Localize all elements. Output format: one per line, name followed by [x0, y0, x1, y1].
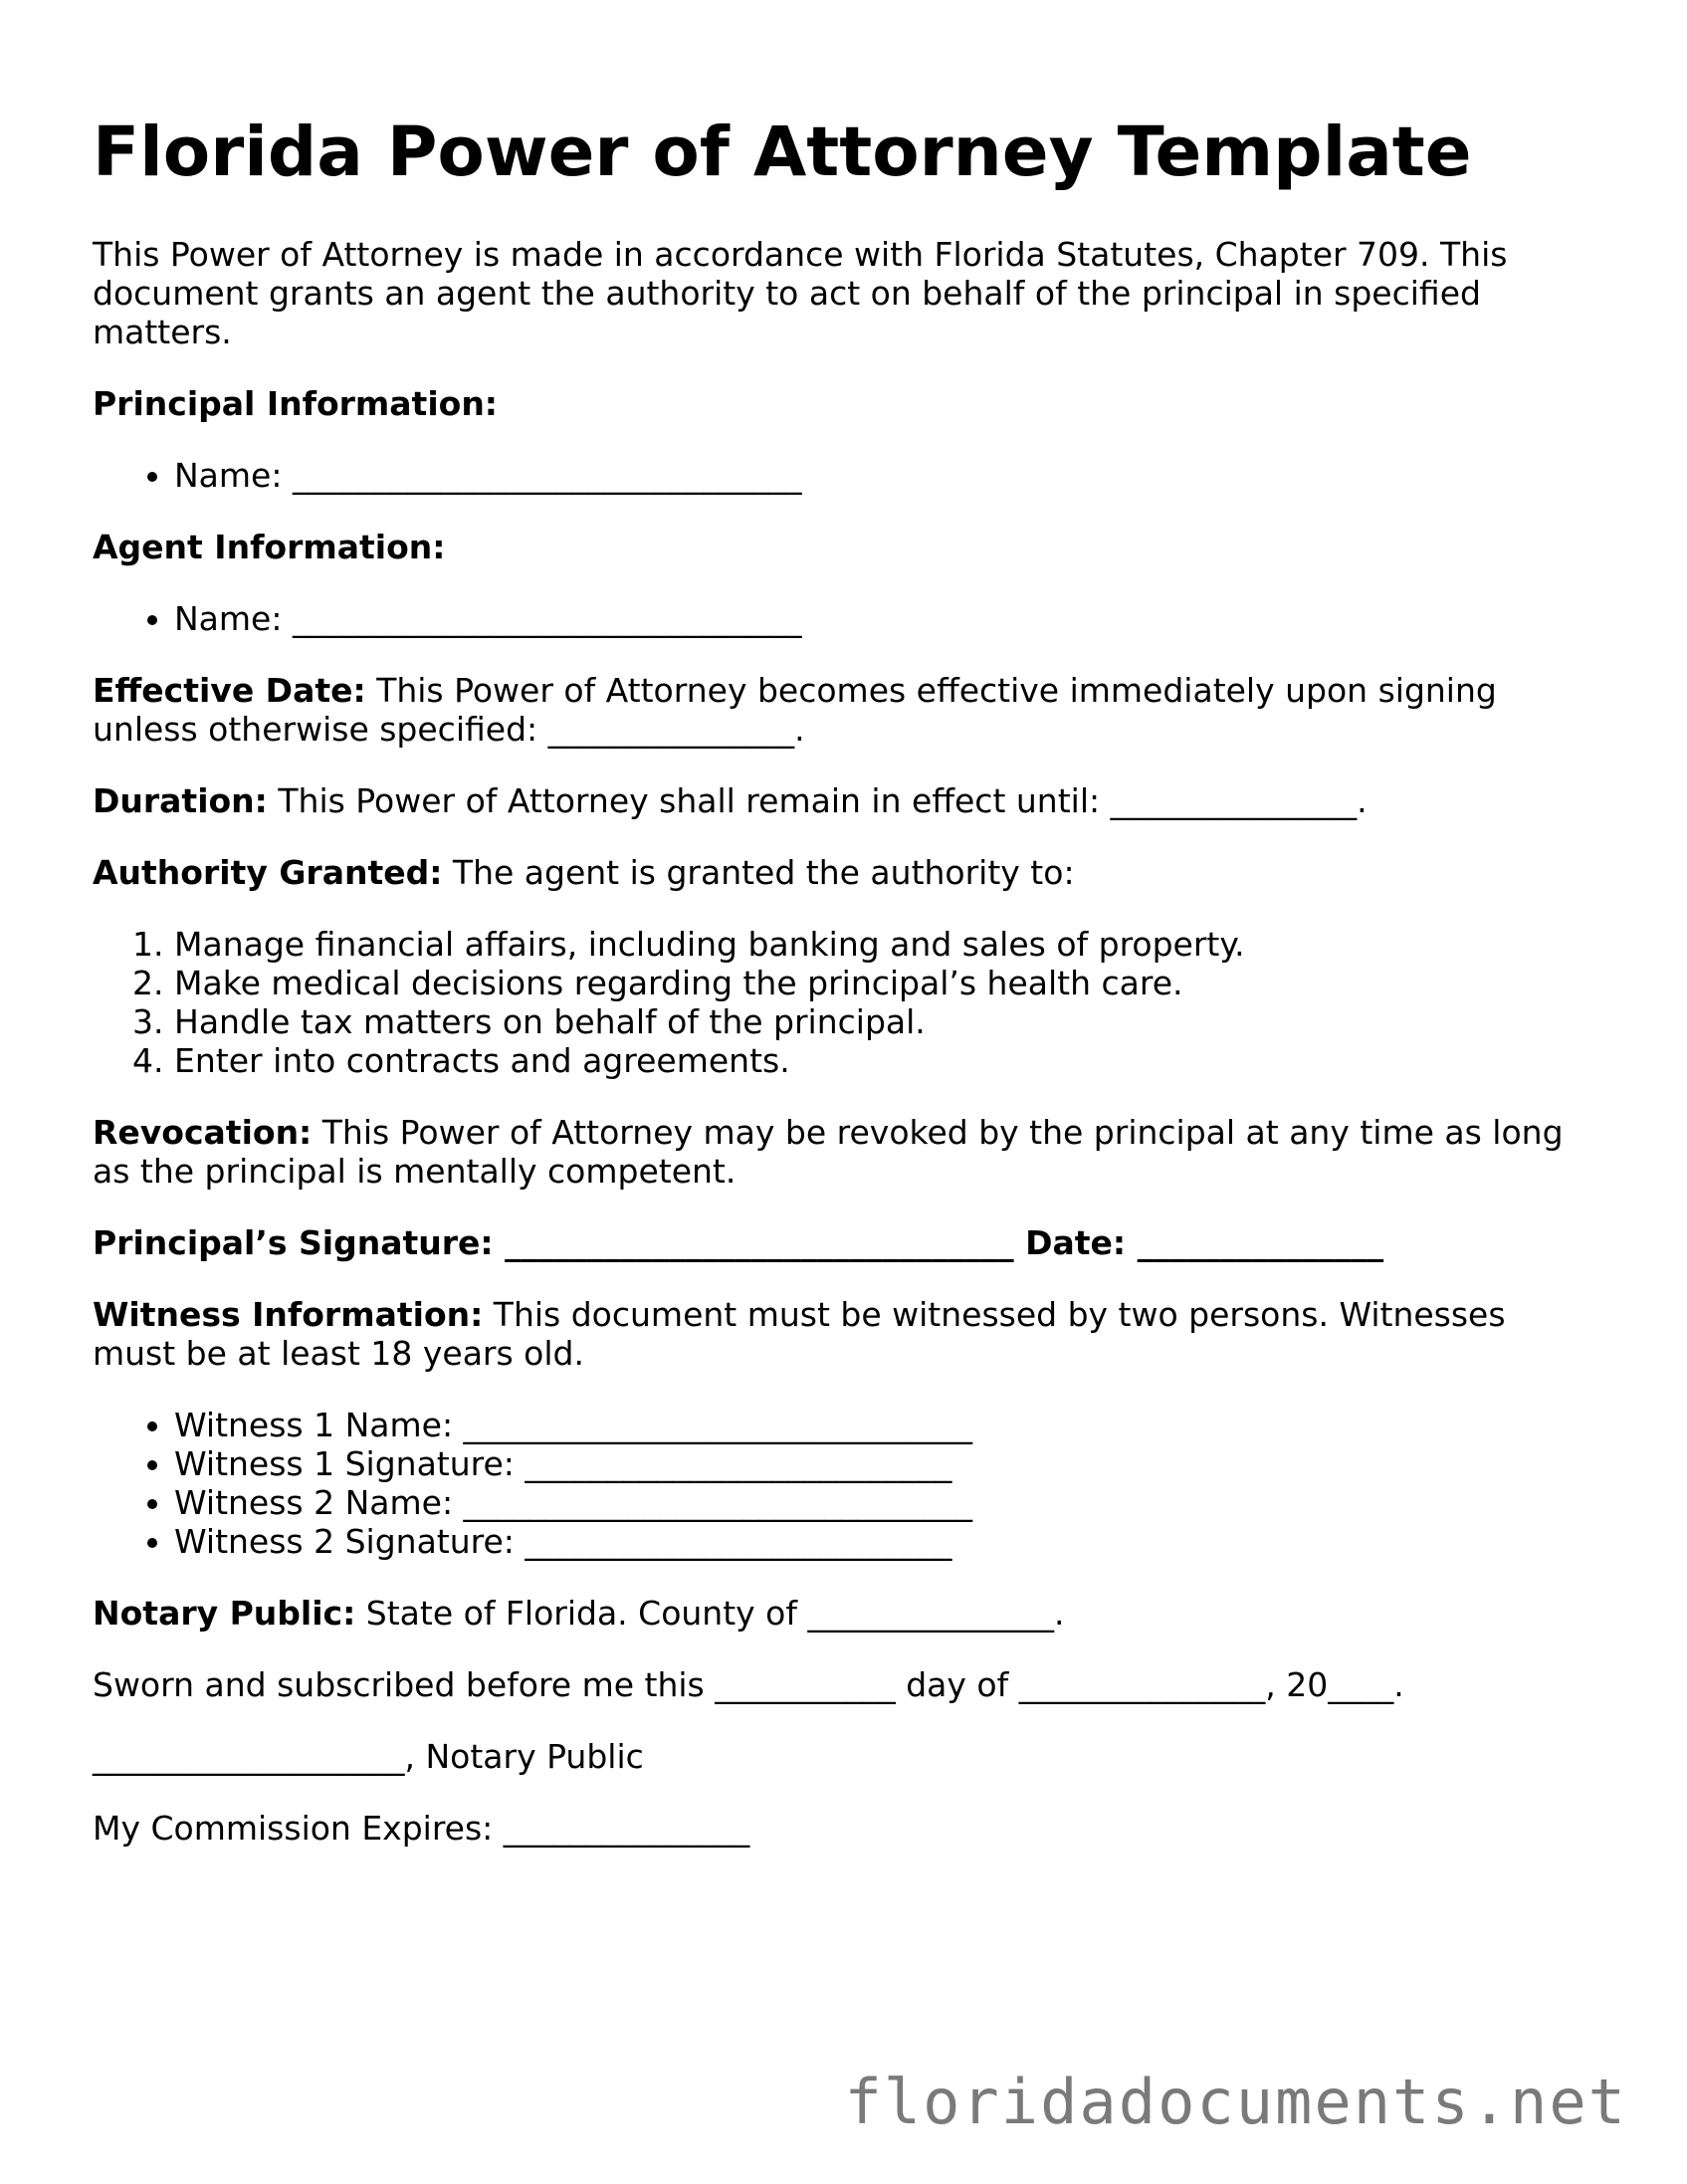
- notary-paragraph: [93, 1594, 1585, 1633]
- sworn-line: Sworn and subscribed before me this ___________ day of _______________, 20____.: [93, 1665, 1404, 1704]
- effective-date-text: This Power of Attorney becomes effective immediately upon signing unless otherwise specified: _______________.: [93, 671, 1497, 749]
- page-title: Florida Power of Attorney Template: [93, 112, 1472, 192]
- principal-name-field: • Name: _______________________________: [174, 456, 1585, 495]
- revocation-label: Revocation:: [93, 1113, 313, 1152]
- authority-item: 3. Handle tax matters on behalf of the principal.: [174, 1002, 1585, 1041]
- witness-field: • Witness 2 Signature: __________________________: [174, 1522, 1585, 1561]
- commission-line: My Commission Expires: _______________: [93, 1809, 750, 1848]
- principal-signature-line: Principal’s Signature: _______________________________ Date: _______________: [93, 1223, 1384, 1262]
- witness-field: • Witness 1 Signature: __________________________: [174, 1444, 1585, 1483]
- effective-date-paragraph: [93, 671, 1585, 749]
- agent-list: [93, 599, 1585, 638]
- principal-heading: Principal Information:: [93, 384, 499, 423]
- duration-text: This Power of Attorney shall remain in effect until: _______________.: [267, 781, 1368, 820]
- authority-item: 2. Make medical decisions regarding the principal’s health care.: [174, 964, 1585, 1002]
- effective-date-label: Effective Date:: [93, 671, 366, 710]
- document-page: [93, 111, 1585, 1880]
- authority-text: The agent is granted the authority to:: [442, 853, 1075, 892]
- revocation-text: This Power of Attorney may be revoked by the principal at any time as long as the principal is mentally competent.: [93, 1113, 1564, 1191]
- intro-paragraph: This Power of Attorney is made in accordance with Florida Statutes, Chapter 709. This document grants an agent the authority to act on behalf of the principal in specified matters.: [93, 235, 1508, 351]
- authority-list: [93, 925, 1585, 1080]
- authority-label: Authority Granted:: [93, 853, 443, 892]
- witness-text: This document must be witnessed by two persons. Witnesses must be at least 18 years old.: [93, 1295, 1506, 1373]
- notary-label: Notary Public:: [93, 1594, 356, 1633]
- footer-watermark: floridadocuments.net: [844, 2066, 1627, 2138]
- witness-label: Witness Information:: [93, 1295, 484, 1334]
- authority-item: 1. Manage financial affairs, including banking and sales of property.: [174, 925, 1585, 964]
- duration-label: Duration:: [93, 781, 268, 820]
- witness-field: • Witness 1 Name: _______________________________: [174, 1406, 1585, 1444]
- agent-name-field: • Name: _______________________________: [174, 599, 1585, 638]
- witness-paragraph: [93, 1295, 1585, 1373]
- authority-item: 4. Enter into contracts and agreements.: [174, 1041, 1585, 1080]
- notary-text: State of Florida. County of _______________.: [355, 1594, 1065, 1633]
- witness-list: [93, 1406, 1585, 1561]
- notary-signature-line: ___________________, Notary Public: [93, 1737, 644, 1776]
- revocation-paragraph: [93, 1113, 1585, 1191]
- authority-paragraph: [93, 853, 1585, 892]
- agent-heading: Agent Information:: [93, 528, 446, 566]
- witness-field: • Witness 2 Name: _______________________________: [174, 1483, 1585, 1522]
- duration-paragraph: [93, 781, 1585, 820]
- principal-list: [93, 456, 1585, 495]
